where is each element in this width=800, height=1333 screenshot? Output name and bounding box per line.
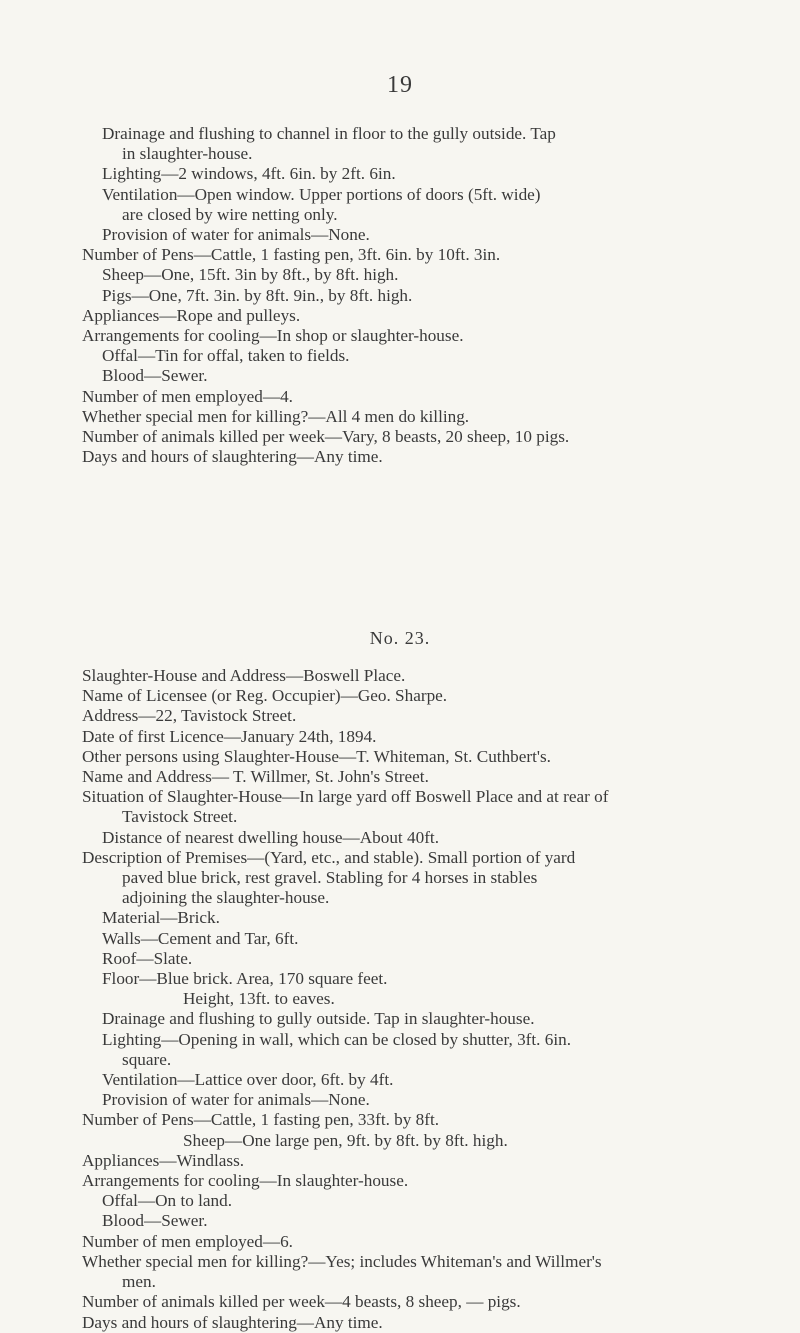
text-line: Sheep—One, 15ft. 3in by 8ft., by 8ft. high. bbox=[102, 265, 399, 285]
text-line: Blood—Sewer. bbox=[102, 1211, 208, 1231]
text-line: Name and Address— T. Willmer, St. John's Street. bbox=[82, 767, 429, 787]
text-line: Whether special men for killing?—All 4 men do killing. bbox=[82, 406, 470, 426]
text-line: Height, 13ft. to eaves. bbox=[183, 989, 335, 1009]
text-line: Slaughter-House and Address—Boswell Place. bbox=[82, 666, 406, 685]
text-line: Floor—Blue brick. Area, 170 square feet. bbox=[102, 969, 388, 989]
text-line: Blood—Sewer. bbox=[102, 366, 208, 386]
text-line: Ventilation—Lattice over door, 6ft. by 4ft. bbox=[102, 1070, 394, 1090]
text-line: Sheep—One large pen, 9ft. by 8ft. by 8ft. high. bbox=[183, 1130, 508, 1150]
text-line: Number of Pens—Cattle, 1 fasting pen, 3ft. 6in. by 10ft. 3in. bbox=[82, 245, 501, 265]
text-line: Material—Brick. bbox=[102, 908, 220, 928]
text-line: Number of animals killed per week—4 beasts, 8 sheep, — pigs. bbox=[82, 1292, 521, 1312]
text-line: Drainage and flushing to gully outside. Tap in slaughter-house. bbox=[102, 1009, 535, 1029]
text-line: Number of Pens—Cattle, 1 fasting pen, 33ft. by 8ft. bbox=[82, 1110, 440, 1130]
text-line: paved blue brick, rest gravel. Stabling for 4 horses in stables bbox=[122, 868, 538, 888]
text-line: Situation of Slaughter-House—In large yard off Boswell Place and at rear of bbox=[82, 787, 609, 807]
text-line: square. bbox=[122, 1049, 172, 1069]
text-line: Ventilation—Open window. Upper portions of doors (5ft. wide) bbox=[102, 184, 541, 204]
text-line: Lighting—2 windows, 4ft. 6in. by 2ft. 6in. bbox=[102, 164, 396, 184]
text-line: Address—22, Tavistock Street. bbox=[82, 706, 297, 726]
text-line: Roof—Slate. bbox=[102, 948, 193, 968]
text-line: Walls—Cement and Tar, 6ft. bbox=[102, 928, 299, 948]
text-line: Days and hours of slaughtering—Any time. bbox=[82, 447, 383, 467]
text-line: Offal—On to land. bbox=[102, 1191, 232, 1211]
text-line: Arrangements for cooling—In shop or slaughter-house. bbox=[82, 326, 464, 346]
text-line: Whether special men for killing?—Yes; includes Whiteman's and Willmer's bbox=[82, 1251, 602, 1271]
text-line: Distance of nearest dwelling house—About 40ft. bbox=[102, 827, 439, 847]
section-no-23 bbox=[0, 666, 800, 1333]
text-line: Name of Licensee (or Reg. Occupier)—Geo. Sharpe. bbox=[82, 686, 448, 706]
text-line: Appliances—Windlass. bbox=[82, 1150, 245, 1170]
text-line: Arrangements for cooling—In slaughter-house. bbox=[82, 1171, 409, 1191]
text-line: in slaughter-house. bbox=[122, 144, 253, 164]
text-line: men. bbox=[122, 1272, 156, 1292]
text-line: Number of men employed—6. bbox=[82, 1231, 293, 1251]
text-line: Description of Premises—(Yard, etc., and stable). Small portion of yard bbox=[82, 847, 576, 867]
text-line: Provision of water for animals—None. bbox=[102, 225, 370, 245]
text-line: Days and hours of slaughtering—Any time. bbox=[82, 1312, 383, 1332]
text-line: Other persons using Slaughter-House—T. Whiteman, St. Cuthbert's. bbox=[82, 746, 551, 766]
text-line: Tavistock Street. bbox=[122, 807, 238, 827]
text-line: Offal—Tin for offal, taken to fields. bbox=[102, 346, 350, 366]
text-line: Drainage and flushing to channel in floor to the gully outside. Tap bbox=[102, 124, 556, 143]
text-line: Appliances—Rope and pulleys. bbox=[82, 305, 301, 325]
text-line: adjoining the slaughter-house. bbox=[122, 888, 330, 908]
section-heading-no-23: No. 23. bbox=[369, 628, 431, 648]
text-line: Number of animals killed per week—Vary, 8 beasts, 20 sheep, 10 pigs. bbox=[82, 427, 570, 447]
text-line: Lighting—Opening in wall, which can be closed by shutter, 3ft. 6in. bbox=[102, 1029, 572, 1049]
text-line: Provision of water for animals—None. bbox=[102, 1090, 370, 1110]
page-number: 19 bbox=[387, 72, 413, 98]
text-line: Number of men employed—4. bbox=[82, 386, 293, 406]
text-line: Pigs—One, 7ft. 3in. by 8ft. 9in., by 8ft. high. bbox=[102, 285, 413, 305]
text-line: are closed by wire netting only. bbox=[122, 204, 338, 224]
text-line: Date of first Licence—January 24th, 1894. bbox=[82, 726, 377, 746]
section-no-22-continued bbox=[0, 124, 800, 467]
